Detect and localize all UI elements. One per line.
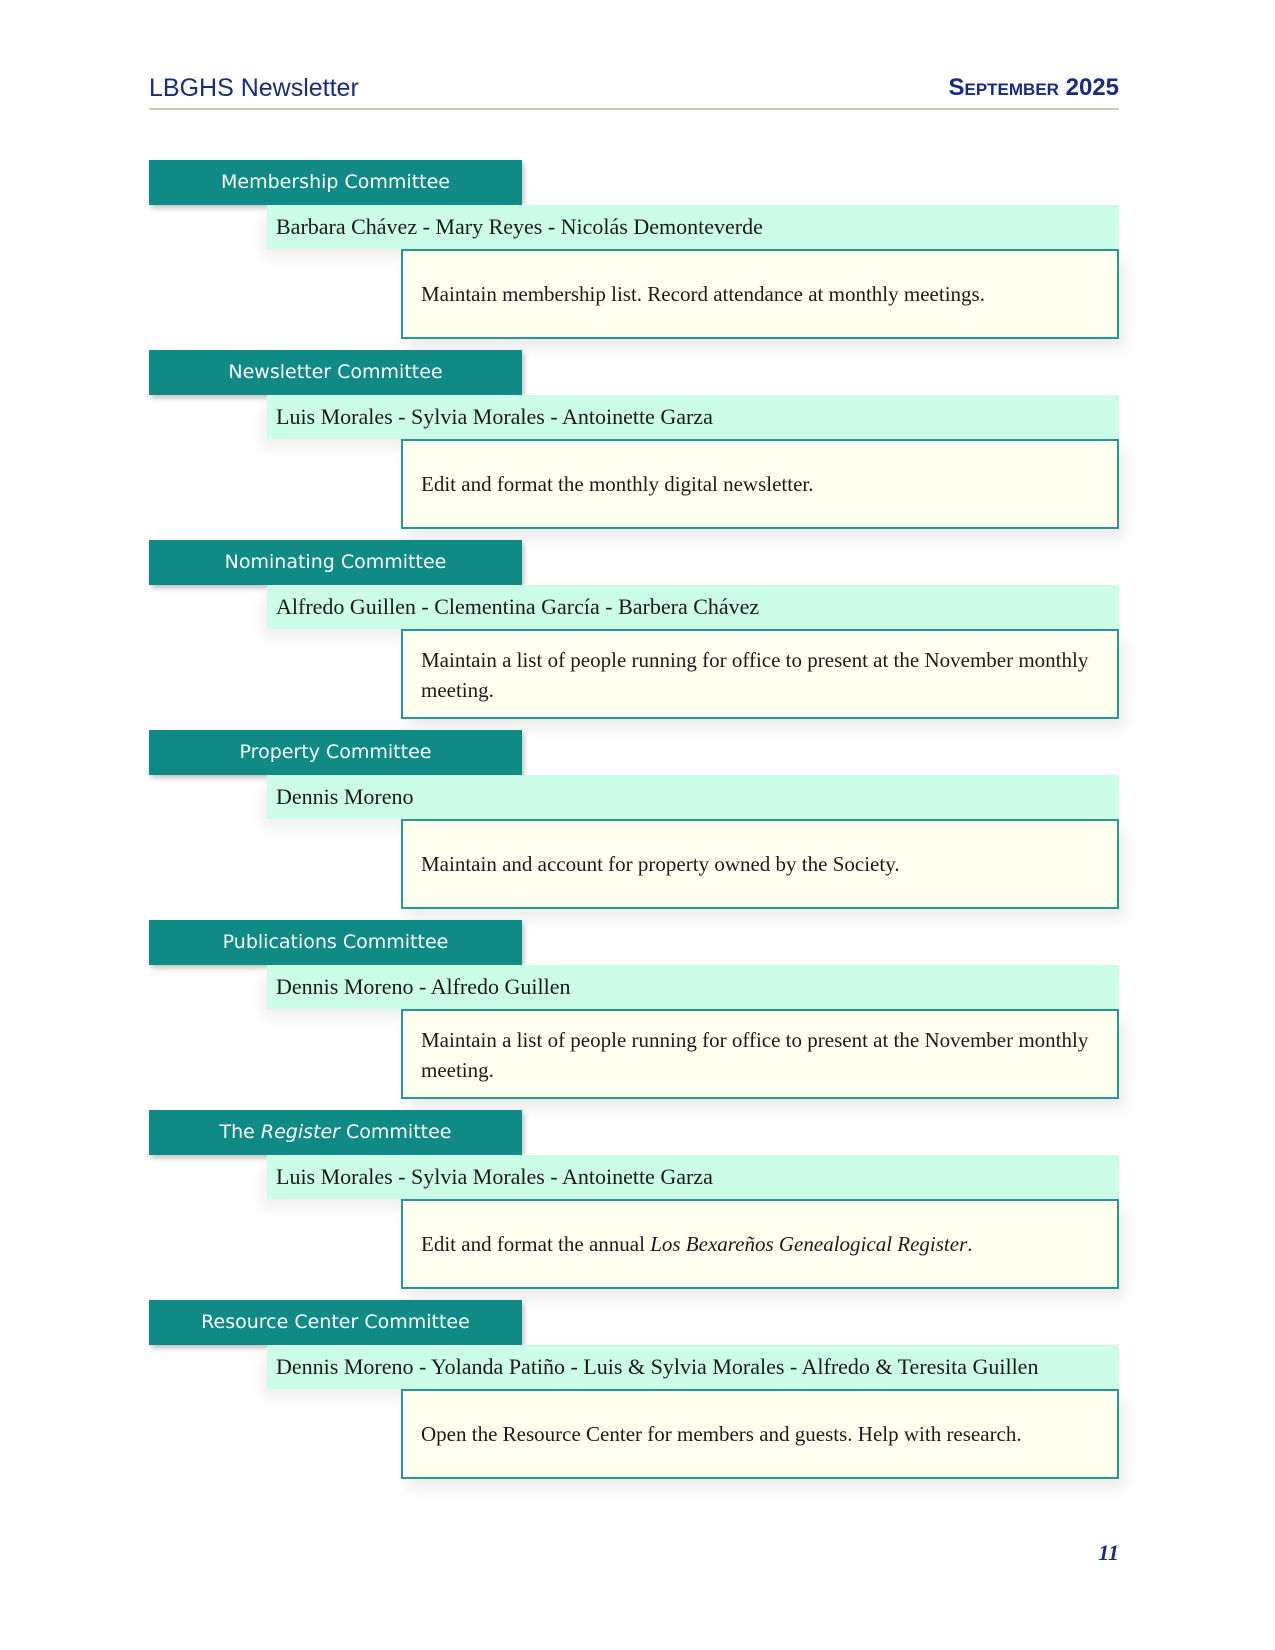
committee-duties: Maintain and account for property owned by the Society. bbox=[401, 819, 1119, 909]
committee-name-italic: Register bbox=[260, 1121, 340, 1143]
duties-prefix: Edit and format the annual bbox=[421, 1232, 651, 1256]
page-header bbox=[149, 68, 1119, 110]
committee-duties: Edit and format the monthly digital newsletter. bbox=[401, 439, 1119, 529]
committee-duties: Open the Resource Center for members and guests. Help with research. bbox=[401, 1389, 1119, 1479]
committee-duties: Maintain a list of people running for office to present at the November monthly meeting. bbox=[401, 629, 1119, 719]
committee-name-prefix: The bbox=[219, 1121, 261, 1143]
committee-name: Membership Committee bbox=[149, 160, 522, 205]
committee-name bbox=[149, 1110, 522, 1155]
committee-duties: Maintain membership list. Record attendance at monthly meetings. bbox=[401, 249, 1119, 339]
committee-resource-center bbox=[149, 1300, 1119, 1490]
committee-membership bbox=[149, 160, 1119, 350]
committee-duties: Maintain a list of people running for office to present at the November monthly meeting. bbox=[401, 1009, 1119, 1099]
duties-suffix: . bbox=[967, 1232, 973, 1256]
committee-name: Property Committee bbox=[149, 730, 522, 775]
committee-name-suffix: Committee bbox=[339, 1121, 452, 1143]
committee-name: Nominating Committee bbox=[149, 540, 522, 585]
committee-members: Barbara Chávez - Mary Reyes - Nicolás Demonteverde bbox=[267, 205, 1119, 249]
committee-members: Alfredo Guillen - Clementina García - Barbera Chávez bbox=[267, 585, 1119, 629]
committee-members: Dennis Moreno bbox=[267, 775, 1119, 819]
committee-property bbox=[149, 730, 1119, 920]
committee-members: Luis Morales - Sylvia Morales - Antoinette Garza bbox=[267, 1155, 1119, 1199]
committee-members: Luis Morales - Sylvia Morales - Antoinette Garza bbox=[267, 395, 1119, 439]
committee-duties bbox=[401, 1199, 1119, 1289]
newsletter-title: LBGHS Newsletter bbox=[149, 74, 359, 102]
committee-name: Newsletter Committee bbox=[149, 350, 522, 395]
committee-nominating bbox=[149, 540, 1119, 730]
issue-date: September 2025 bbox=[948, 74, 1119, 101]
committee-list bbox=[149, 160, 1119, 1490]
committee-members: Dennis Moreno - Alfredo Guillen bbox=[267, 965, 1119, 1009]
committee-newsletter bbox=[149, 350, 1119, 540]
committee-publications bbox=[149, 920, 1119, 1110]
committee-name: Publications Committee bbox=[149, 920, 522, 965]
committee-name: Resource Center Committee bbox=[149, 1300, 522, 1345]
committee-register bbox=[149, 1110, 1119, 1300]
committee-members: Dennis Moreno - Yolanda Patiño - Luis & Sylvia Morales - Alfredo & Teresita Guillen bbox=[267, 1345, 1119, 1389]
duties-publication-title: Los Bexareños Genealogical Register bbox=[650, 1232, 968, 1256]
page-number: 11 bbox=[1098, 1540, 1119, 1565]
